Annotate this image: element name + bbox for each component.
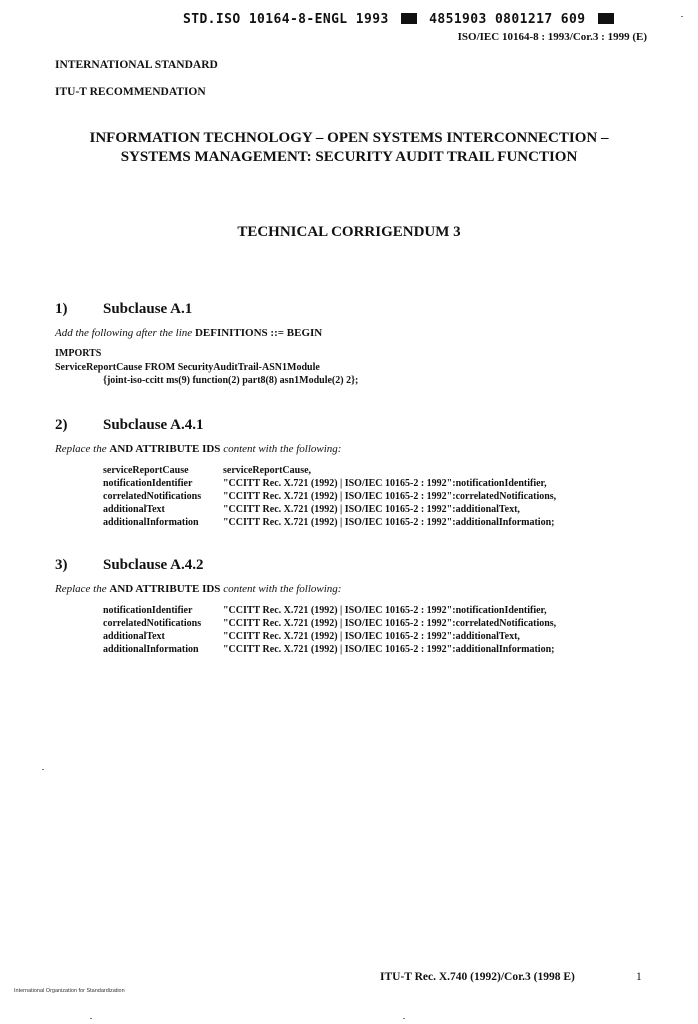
table-row [103,630,556,643]
header-itu-recommendation: ITU-T RECOMMENDATION [55,86,206,98]
instruction-italic: Replace the [55,583,107,595]
section-1-heading [55,301,192,318]
attribute-name: notificationIdentifier [103,478,193,489]
table-row [103,490,556,503]
section-title: Subclause A.4.2 [103,557,204,573]
attribute-value: "CCITT Rec. X.721 (1992) | ISO/IEC 10165-2 : 1992":additionalInformation; [223,644,555,655]
catalog-stamp [183,12,618,27]
attribute-name: additionalText [103,504,165,515]
section-title: Subclause A.4.1 [103,417,204,433]
section-2-instruction [55,443,341,455]
table-row [103,604,556,617]
stamp-part2: 4851903 0801217 609 [429,12,586,27]
table-row [103,643,556,656]
table-row [103,503,556,516]
section-number: 2) [55,417,68,433]
imports-keyword: IMPORTS [55,348,102,359]
attribute-value: "CCITT Rec. X.721 (1992) | ISO/IEC 10165-2 : 1992":additionalText, [223,504,520,515]
attribute-value: "CCITT Rec. X.721 (1992) | ISO/IEC 10165-2 : 1992":notificationIdentifier, [223,605,547,616]
section-1-instruction [55,327,322,339]
page-number: 1 [636,971,642,983]
attribute-name: notificationIdentifier [103,605,193,616]
imports-oid-line: {joint-iso-ccitt ms(9) function(2) part8(8) asn1Module(2) 2}; [103,375,359,386]
section-3-heading [55,557,203,574]
stamp-block-mark [598,13,614,24]
attribute-value: "CCITT Rec. X.721 (1992) | ISO/IEC 10165-2 : 1992":additionalText, [223,631,520,642]
instruction-bold: AND ATTRIBUTE IDS [109,443,221,455]
instruction-italic-tail: content with the following: [223,443,342,455]
section-2-heading [55,417,203,434]
scan-speck [403,1018,405,1019]
attribute-value: serviceReportCause, [223,465,312,476]
scan-speck [42,769,44,770]
attribute-table-a41 [103,464,556,529]
title-line-1: INFORMATION TECHNOLOGY – OPEN SYSTEMS INTERCONNECTION – [89,130,609,146]
footer-reference: ITU-T Rec. X.740 (1992)/Cor.3 (1998 E) [380,971,575,983]
attribute-name: additionalText [103,631,165,642]
attribute-value: "CCITT Rec. X.721 (1992) | ISO/IEC 10165-2 : 1992":correlatedNotifications, [223,618,557,629]
document-title [0,129,698,167]
instruction-italic: Add the following after the line [55,327,193,339]
attribute-table-a42 [103,604,556,656]
attribute-name: correlatedNotifications [103,618,202,629]
instruction-italic: Replace the [55,443,107,455]
attribute-value: "CCITT Rec. X.721 (1992) | ISO/IEC 10165-2 : 1992":additionalInformation; [223,517,555,528]
section-title: Subclause A.1 [103,301,193,317]
table-row [103,477,556,490]
document-reference: ISO/IEC 10164-8 : 1993/Cor.3 : 1999 (E) [457,31,647,43]
header-international-standard: INTERNATIONAL STANDARD [55,59,218,71]
scan-speck [90,1018,92,1019]
section-3-instruction [55,583,341,595]
title-line-2: SYSTEMS MANAGEMENT: SECURITY AUDIT TRAIL FUNCTION [120,149,578,165]
attribute-name: additionalInformation [103,644,199,655]
attribute-name: correlatedNotifications [103,491,202,502]
corrigendum-heading: TECHNICAL CORRIGENDUM 3 [237,224,461,240]
imports-line: ServiceReportCause FROM SecurityAuditTrail-ASN1Module [55,362,320,373]
instruction-italic-tail: content with the following: [223,583,342,595]
instruction-bold: AND ATTRIBUTE IDS [109,583,221,595]
section-number: 1) [55,301,68,317]
scan-speck [681,16,683,17]
section-number: 3) [55,557,68,573]
stamp-part1: STD.ISO 10164-8-ENGL 1993 [183,12,389,27]
table-row [103,617,556,630]
table-row [103,516,556,529]
attribute-name: serviceReportCause [103,465,189,476]
table-row [103,464,556,477]
attribute-value: "CCITT Rec. X.721 (1992) | ISO/IEC 10165-2 : 1992":notificationIdentifier, [223,478,547,489]
attribute-value: "CCITT Rec. X.721 (1992) | ISO/IEC 10165-2 : 1992":correlatedNotifications, [223,491,557,502]
attribute-name: additionalInformation [103,517,199,528]
footer-small-print: International Organization for Standardization [14,988,125,994]
instruction-bold: DEFINITIONS ::= BEGIN [194,327,323,339]
stamp-block-mark [401,13,417,24]
